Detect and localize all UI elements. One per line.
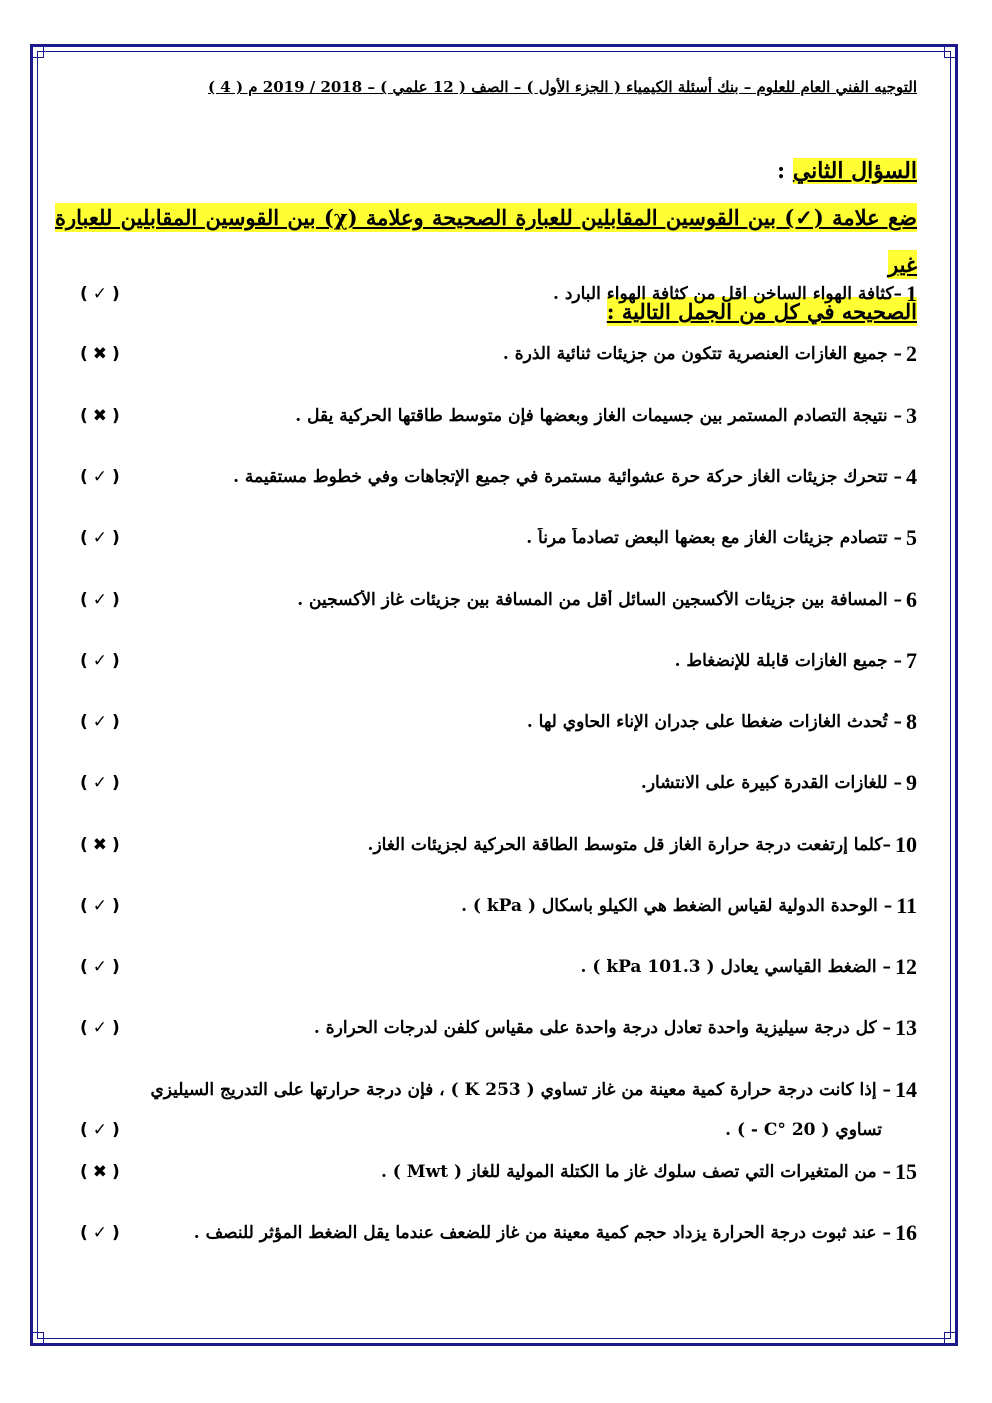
instruction-line-2: الصحيحه في كل من الجمل التالية : bbox=[606, 299, 917, 324]
item-statement: – الضغط القياسي يعادل ( 101.3 kPa ) . bbox=[580, 957, 891, 977]
item-statement: – الوحدة الدولية لقياس الضغط هي الكيلو باسكال ( kPa ) . bbox=[461, 896, 893, 916]
answer-box: ( ✓ ) bbox=[80, 957, 120, 977]
question-item-12 bbox=[80, 949, 917, 985]
item-number: 15 bbox=[895, 1159, 917, 1184]
check-mark-icon: ✓ bbox=[92, 467, 108, 487]
question-item-16 bbox=[80, 1215, 917, 1251]
item-number: 12 bbox=[895, 954, 917, 979]
question-title bbox=[777, 158, 917, 184]
question-item-6 bbox=[80, 582, 917, 618]
question-item-7 bbox=[80, 643, 917, 679]
item-number: 2 bbox=[906, 341, 917, 366]
answer-box: ( ✓ ) bbox=[80, 712, 120, 732]
item-number: 1 bbox=[906, 281, 917, 306]
check-mark-icon: ✓ bbox=[92, 896, 108, 916]
check-mark-icon: ✓ bbox=[92, 1018, 108, 1038]
border-corner-top-left bbox=[30, 44, 44, 58]
check-mark-icon: ✓ bbox=[92, 651, 108, 671]
item-number: 13 bbox=[895, 1015, 917, 1040]
question-item-11 bbox=[80, 888, 917, 924]
cross-mark-icon: ✖ bbox=[92, 406, 108, 426]
question-item-14 bbox=[80, 1072, 917, 1108]
answer-box: ( ✓ ) bbox=[80, 528, 120, 548]
check-mark-icon: ✓ bbox=[92, 528, 108, 548]
check-mark-icon: ✓ bbox=[92, 773, 108, 793]
check-mark-icon: ✓ bbox=[92, 1120, 108, 1140]
question-title-colon: : bbox=[777, 158, 793, 184]
answer-box: ( ✓ ) bbox=[80, 773, 120, 793]
cross-mark-icon: ✖ bbox=[92, 835, 108, 855]
question-item-10 bbox=[80, 827, 917, 863]
item-statement: – تُحدث الغازات ضغطا على جدران الإناء الحاوي لها . bbox=[526, 712, 902, 732]
item-statement: –كثافة الهواء الساخن اقل من كثافة الهواء البارد . bbox=[553, 284, 902, 304]
check-mark-icon: ✓ bbox=[92, 957, 108, 977]
item-number: 6 bbox=[906, 587, 917, 612]
item-number: 16 bbox=[895, 1220, 917, 1245]
question-title-text: السؤال الثاني bbox=[792, 158, 917, 184]
question-item-3 bbox=[80, 398, 917, 434]
answer-box: ( ✓ ) bbox=[80, 590, 120, 610]
question-item-2 bbox=[80, 336, 917, 372]
item-number: 10 bbox=[895, 832, 917, 857]
instruction-line-1: ضع علامة (✓) بين القوسين المقابلين للعبارة الصحيحة وعلامة (χ) بين القوسين المقابلين للعبارة غير bbox=[55, 205, 917, 277]
question-item-1 bbox=[80, 276, 917, 312]
border-corner-bottom-left bbox=[30, 1332, 44, 1346]
item-statement: – عند ثبوت درجة الحرارة يزداد حجم كمية معينة من غاز للضعف عندما يقل الضغط المؤثر للنصف . bbox=[193, 1223, 891, 1243]
answer-box: ( ✓ ) bbox=[80, 1223, 120, 1243]
item-number: 9 bbox=[906, 770, 917, 795]
item-statement: – للغازات القدرة كبيرة على الانتشار. bbox=[640, 773, 902, 793]
item-statement: – كل درجة سيليزية واحدة تعادل درجة واحدة على مقياس كلفن لدرجات الحرارة . bbox=[313, 1018, 891, 1038]
cross-mark-icon: ✖ bbox=[92, 1162, 108, 1182]
item-statement: –كلما إرتفعت درجة حرارة الغاز قل متوسط الطاقة الحركية لجزيئات الغاز. bbox=[367, 835, 891, 855]
item-statement: – نتيجة التصادم المستمر بين جسيمات الغاز وبعضها فإن متوسط طاقتها الحركية يقل . bbox=[295, 406, 902, 426]
answer-box: ( ✖ ) bbox=[80, 344, 120, 364]
item-statement: – جميع الغازات العنصرية تتكون من جزيئات ثنائية الذرة . bbox=[502, 344, 902, 364]
answer-box: ( ✓ ) bbox=[80, 467, 120, 487]
cross-mark-icon: ✖ bbox=[92, 344, 108, 364]
item-number: 8 bbox=[906, 709, 917, 734]
item-number: 3 bbox=[906, 403, 917, 428]
answer-box: ( ✖ ) bbox=[80, 1162, 120, 1182]
question-instruction bbox=[55, 194, 917, 335]
item-statement: – المسافة بين جزيئات الأكسجين السائل أقل من المسافة بين جزيئات غاز الأكسجين . bbox=[297, 590, 902, 610]
border-corner-top-right bbox=[944, 44, 958, 58]
answer-box: ( ✓ ) bbox=[80, 896, 120, 916]
answer-box: ( ✓ ) bbox=[80, 1018, 120, 1038]
question-item-9 bbox=[80, 765, 917, 801]
question-item-4 bbox=[80, 459, 917, 495]
question-item-5 bbox=[80, 520, 917, 556]
check-mark-icon: ✓ bbox=[92, 284, 108, 304]
answer-box: ( ✖ ) bbox=[80, 406, 120, 426]
question-item-13 bbox=[80, 1010, 917, 1046]
check-mark-icon: ✓ bbox=[92, 1223, 108, 1243]
question-item-8 bbox=[80, 704, 917, 740]
item-statement: – تتحرك جزيئات الغاز حركة حرة عشوائية مستمرة في جميع الإتجاهات وفي خطوط مستقيمة . bbox=[233, 467, 902, 487]
item-statement: – تتصادم جزيئات الغاز مع بعضها البعض تصادماً مرناً . bbox=[526, 528, 902, 548]
answer-box: ( ✓ ) bbox=[80, 651, 120, 671]
question-item-15 bbox=[80, 1154, 917, 1190]
item-statement: – جميع الغازات قابلة للإنضغاط . bbox=[674, 651, 902, 671]
item-14-continuation: تساوي ( 20 °C - ) . bbox=[725, 1120, 882, 1140]
item-number: 5 bbox=[906, 525, 917, 550]
item-number: 7 bbox=[906, 648, 917, 673]
item-statement: – إذا كانت درجة حرارة كمية معينة من غاز تساوي ( 253 K ) ، فإن درجة حرارتها على التدريج السيليزي bbox=[150, 1080, 891, 1100]
item-number: 14 bbox=[895, 1077, 917, 1102]
check-mark-icon: ✓ bbox=[92, 712, 108, 732]
answer-box: ( ✖ ) bbox=[80, 835, 120, 855]
answer-box: ( ✓ ) bbox=[80, 284, 120, 304]
check-mark-icon: ✓ bbox=[92, 590, 108, 610]
page-header: التوجيه الفني العام للعلوم – بنك أسئلة الكيمياء ( الجزء الأول ) – الصف ( 12 علمي ) – 2018 / 2019 م ( 4 ) bbox=[207, 78, 917, 96]
answer-box: ( ✓ ) bbox=[80, 1114, 140, 1146]
border-corner-bottom-right bbox=[944, 1332, 958, 1346]
item-number: 4 bbox=[906, 464, 917, 489]
item-number: 11 bbox=[896, 893, 917, 918]
item-statement: – من المتغيرات التي تصف سلوك غاز ما الكتلة المولية للغاز ( Mwt ) . bbox=[380, 1162, 891, 1182]
